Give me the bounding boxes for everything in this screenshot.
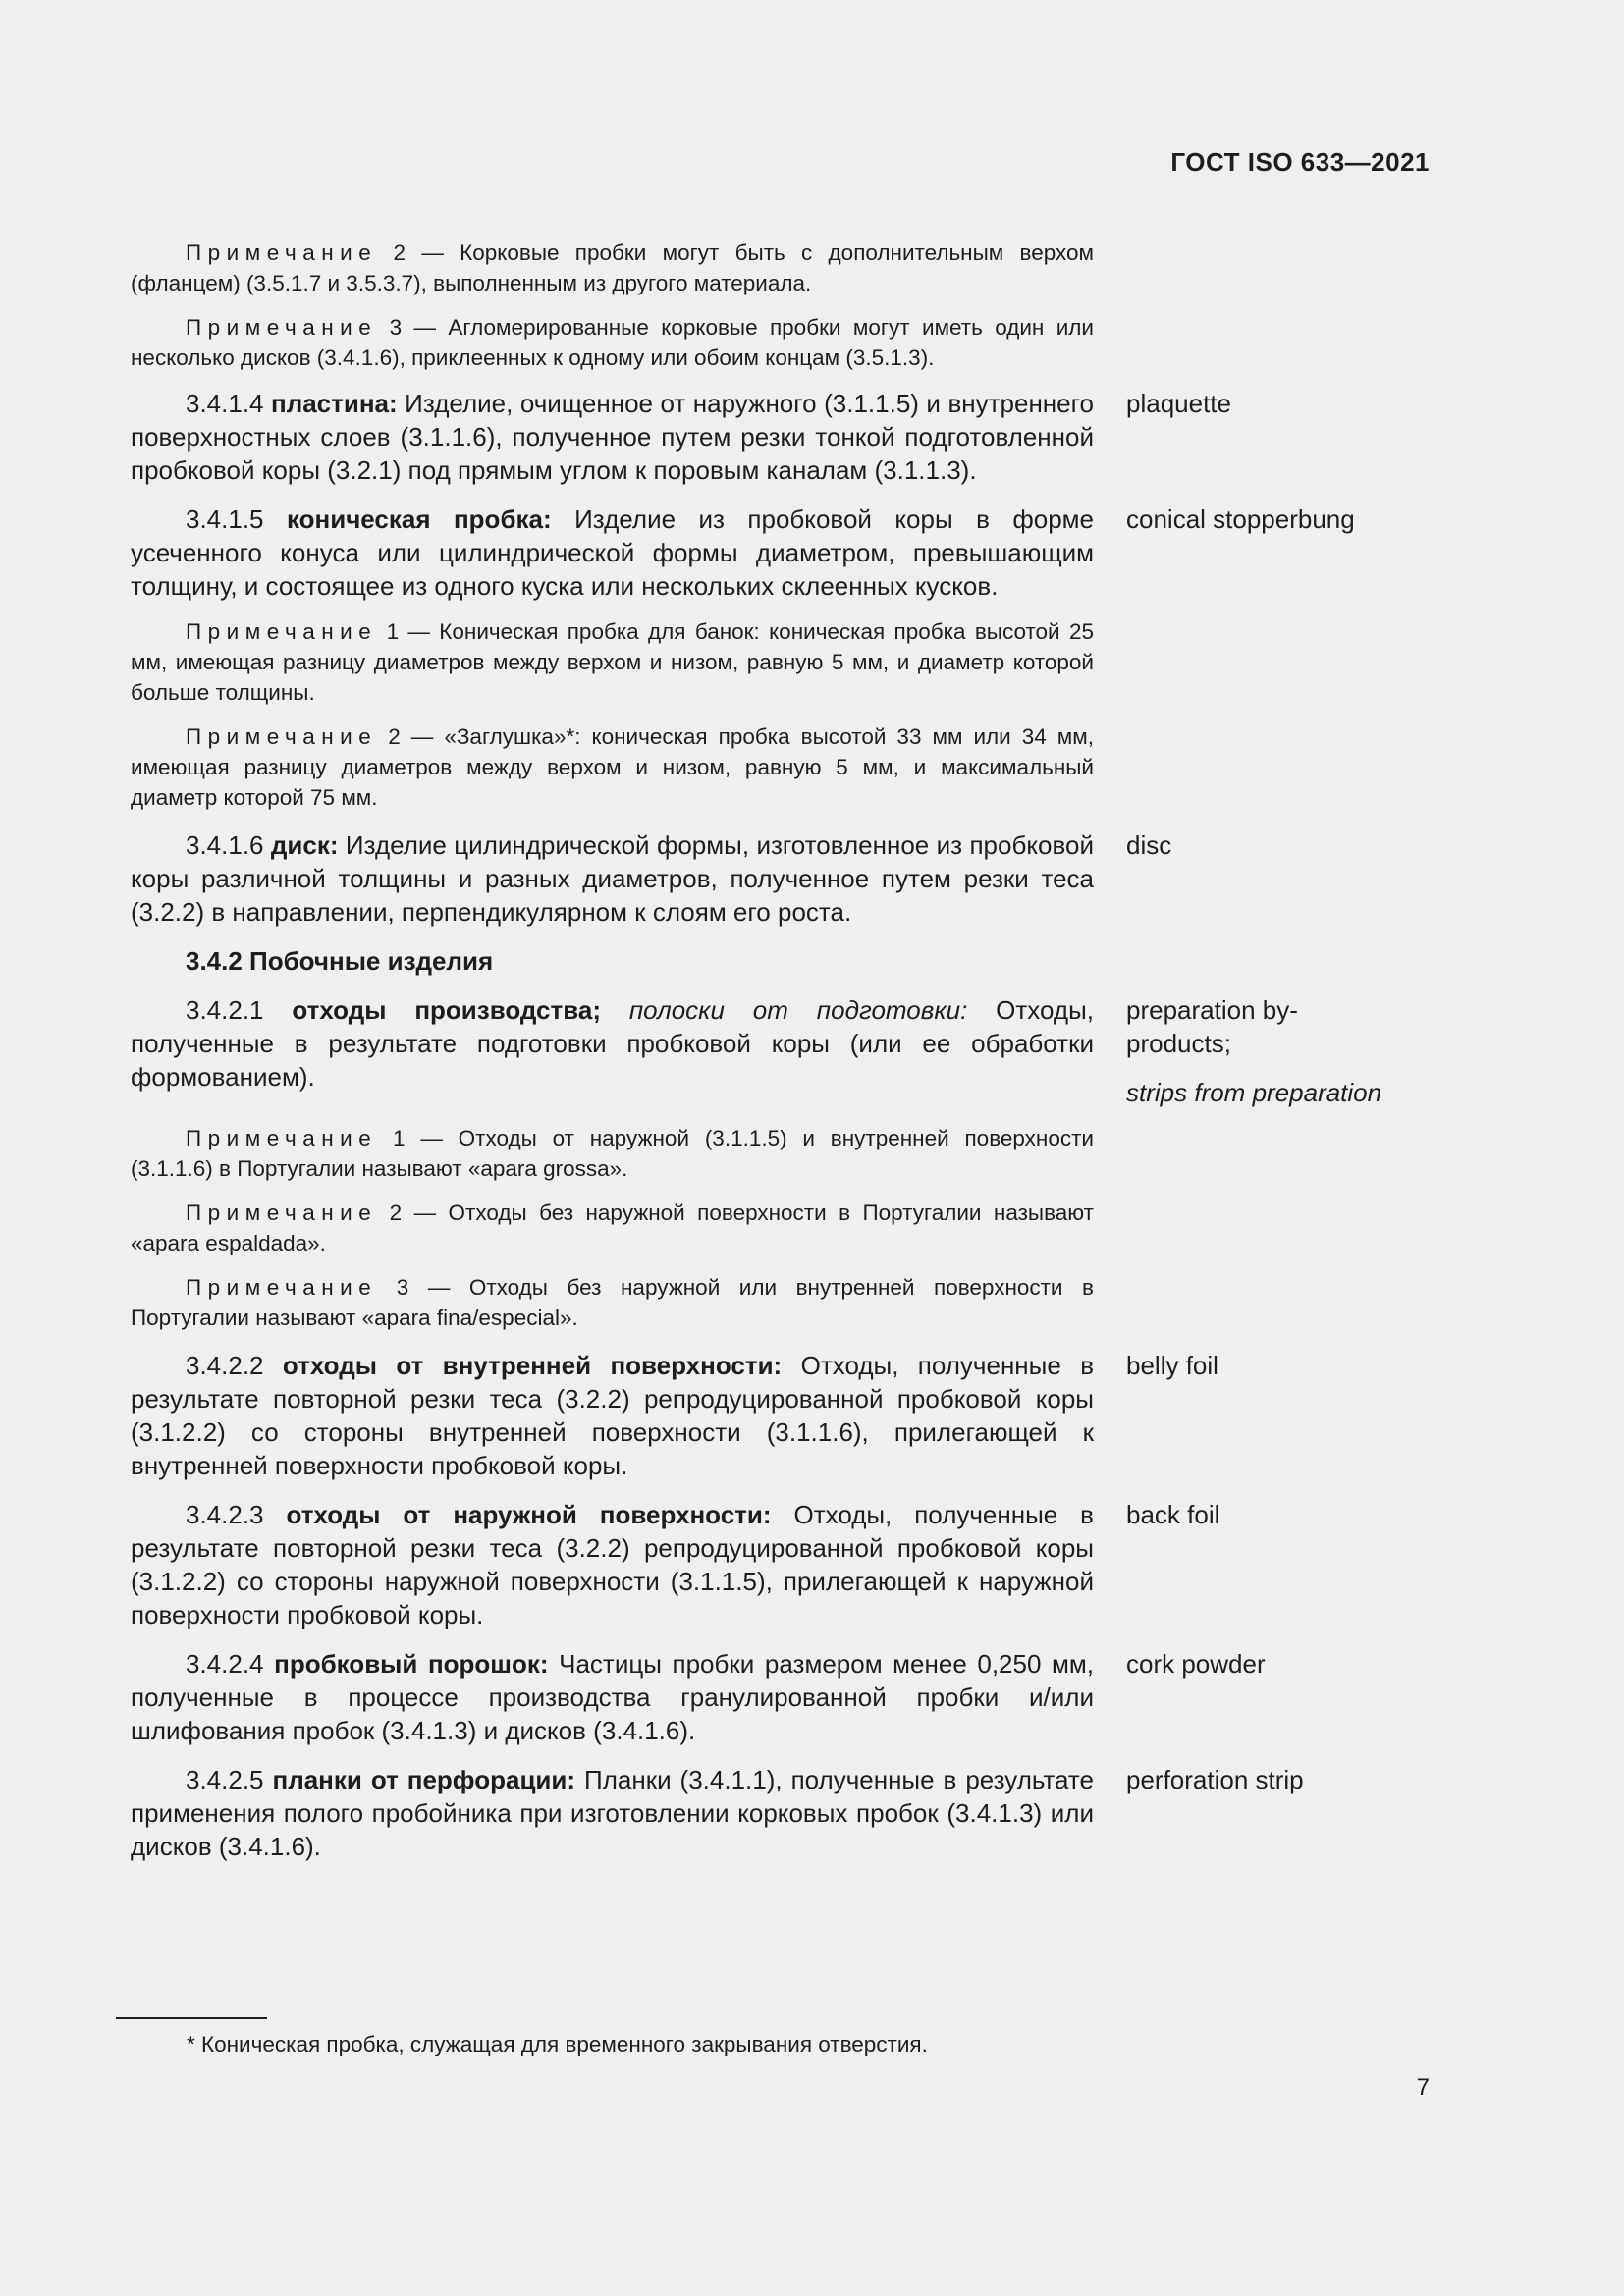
note (131, 1272, 1456, 1333)
note-text: 3 — Агломерированные корковые пробки могут иметь один или несколько дисков (3.4.1.6), приклеенных к одному или обоим концам (3.5.1.3). (131, 315, 1094, 370)
note-text: 3 — Отходы без наружной или внутренней поверхности в Португалии называют «apara fina/especial». (131, 1275, 1094, 1330)
note-label: Примечание (186, 240, 378, 265)
term-entry (131, 993, 1456, 1109)
note (131, 1123, 1456, 1184)
term-entry (131, 387, 1456, 487)
term-name: пластина: (271, 389, 398, 418)
term-definition: Изделие цилиндрической формы, изготовленное из пробковой коры различной толщины и разных диаметров, полученное путем резки теса (3.2.2) в направлении, перпендикулярном к слоям его роста. (131, 830, 1094, 927)
term-number: 3.4.2.4 (186, 1649, 275, 1679)
term-english: disc (1126, 830, 1172, 860)
term-entry (131, 1498, 1456, 1631)
note-label: Примечание (186, 1275, 378, 1300)
term-entry (131, 1349, 1456, 1482)
note-label: Примечание (186, 619, 378, 644)
document-header: ГОСТ ISO 633—2021 (1170, 147, 1430, 177)
term-english: plaquette (1126, 389, 1231, 418)
term-name: коническая пробка: (286, 505, 552, 534)
note-label: Примечание (186, 1201, 378, 1225)
term-definition: Отходы, полученные в результате повторной резки теса (3.2.2) репродуцированной пробковой коры (3.1.2.2) со стороны наружной поверхности (3.1.1.5), прилегающей к наружной поверхности пробковой коры. (131, 1500, 1094, 1629)
term-definition: Частицы пробки размером менее 0,250 мм, полученные в процессе производства гранулированной пробки и/или шлифования пробок (3.4.1.3) и дисков (3.4.1.6). (131, 1649, 1095, 1745)
section-heading-text: 3.4.2 Побочные изделия (186, 946, 494, 976)
term-definition: Отходы, полученные в результате подготовки пробковой коры (или ее обработки формованием). (131, 995, 1094, 1092)
term-definition: Изделие, очищенное от наружного (3.1.1.5) и внутреннего поверхностных слоев (3.1.1.6), полученное путем резки тонкой подготовленной пробковой коры (3.2.1) под прямым углом к поровым каналам (3.1.1.3). (131, 389, 1094, 485)
note-label: Примечание (186, 315, 378, 340)
note-text: 2 — Отходы без наружной поверхности в Португалии называют «apara espaldada». (131, 1201, 1094, 1255)
note (131, 312, 1456, 373)
term-english: preparation by-products; (1126, 995, 1298, 1058)
term-number: 3.4.1.4 (186, 389, 271, 418)
term-name: пробковый порошок: (274, 1649, 549, 1679)
term-name: отходы производства; (292, 995, 601, 1025)
term-number: 3.4.2.3 (186, 1500, 287, 1529)
note-text: 2 — Корковые пробки могут быть с дополнительным верхом (фланцем) (3.5.1.7 и 3.5.3.7), выполненным из другого материала. (131, 240, 1094, 295)
term-entry (131, 828, 1456, 929)
note (131, 1198, 1456, 1258)
term-number: 3.4.2.2 (186, 1351, 283, 1380)
note (131, 721, 1456, 813)
note-text: 1 — Отходы от наружной (3.1.1.5) и внутренней поверхности (3.1.1.6) в Португалии называют «apara grossa». (131, 1126, 1094, 1181)
note-text: 1 — Коническая пробка для банок: коническая пробка высотой 25 мм, имеющая разницу диаметров между верхом и низом, равную 5 мм, и диаметр которой больше толщины. (131, 619, 1094, 705)
term-number: 3.4.2.5 (186, 1765, 273, 1794)
footnote-separator (116, 2017, 267, 2019)
term-entry (131, 1647, 1456, 1747)
page-number: 7 (1416, 2074, 1430, 2101)
term-number: 3.4.2.1 (186, 995, 293, 1025)
term-entry (131, 1763, 1456, 1863)
term-english: cork powder (1126, 1649, 1266, 1679)
term-english: perforation strip (1126, 1765, 1304, 1794)
note (131, 238, 1456, 298)
term-english-alt: strips from preparation (1126, 1078, 1382, 1107)
document-body (131, 238, 1456, 1863)
term-number: 3.4.1.5 (186, 505, 287, 534)
footnote: * Коническая пробка, служащая для временного закрывания отверстия. (187, 2032, 928, 2056)
note-label: Примечание (186, 1126, 378, 1150)
term-name: планки от перфорации: (272, 1765, 576, 1794)
term-name: отходы от внутренней поверхности: (282, 1351, 783, 1380)
note-text: 2 — «Заглушка»*: коническая пробка высотой 33 мм или 34 мм, имеющая разницу диаметров между верхом и низом, равную 5 мм, и максимальный диаметр которой 75 мм. (131, 724, 1094, 810)
term-name: диск: (270, 830, 339, 860)
section-heading (131, 944, 1456, 978)
term-number: 3.4.1.6 (186, 830, 271, 860)
term-english: conical stopperbung (1126, 505, 1355, 534)
term-name: отходы от наружной поверхности: (286, 1500, 772, 1529)
term-alt-name: полоски от подготовки: (600, 995, 968, 1025)
term-definition: Отходы, полученные в результате повторной резки теса (3.2.2) репродуцированной пробковой коры (3.1.2.2) со стороны внутренней поверхности (3.1.1.6), прилегающей к внутренней поверхности пробковой коры. (131, 1351, 1095, 1480)
term-definition: Изделие из пробковой коры в форме усеченного конуса или цилиндрической формы диаметром, превышающим толщину, и состоящее из одного куска или нескольких склеенных кусков. (131, 505, 1095, 601)
term-english: back foil (1126, 1500, 1220, 1529)
note (131, 616, 1456, 708)
note-label: Примечание (186, 724, 378, 749)
term-definition: Планки (3.4.1.1), полученные в результате применения полого пробойника при изготовлении корковых пробок (3.4.1.3) или дисков (3.4.1.6). (131, 1765, 1094, 1861)
term-entry (131, 503, 1456, 603)
term-english: belly foil (1126, 1351, 1218, 1380)
